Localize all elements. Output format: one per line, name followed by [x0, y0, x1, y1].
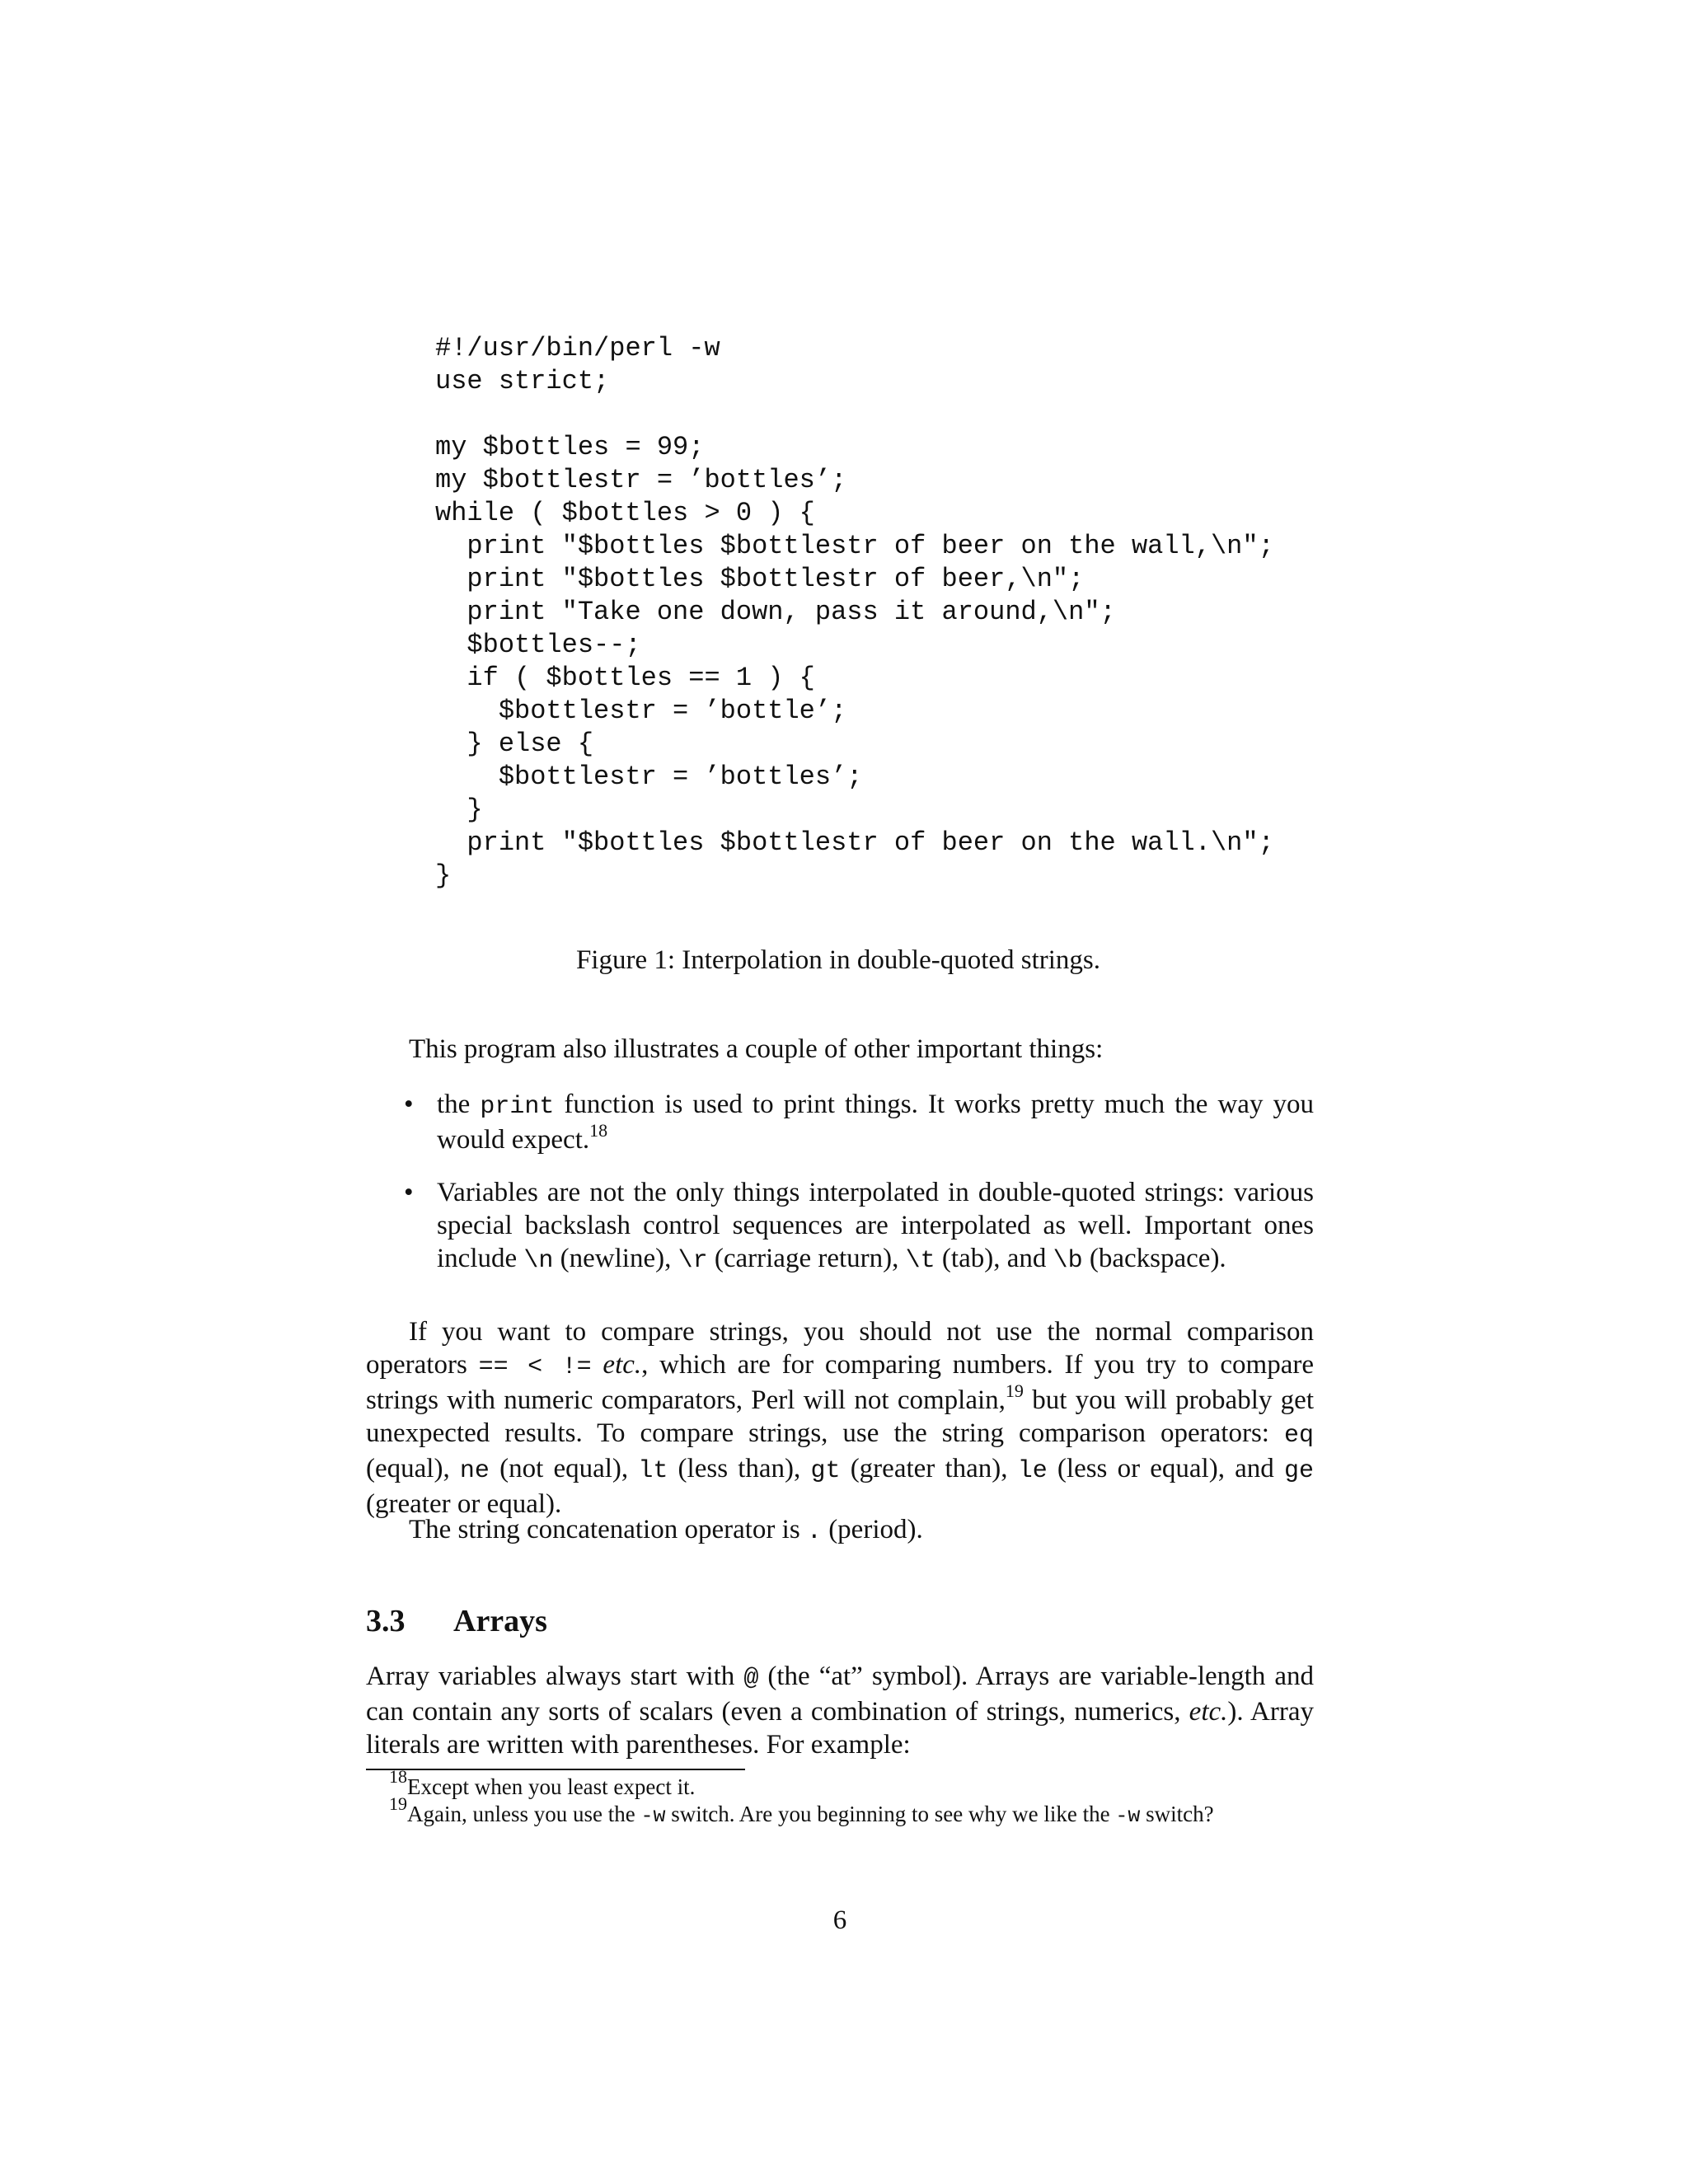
concat-paragraph — [366, 1513, 1314, 1549]
section-title: Arrays — [453, 1604, 547, 1638]
code-backspace: \b — [1053, 1247, 1083, 1275]
code-line: use strict; — [435, 366, 610, 396]
text-run: If you want to compare strings, you should not use the normal comparison operators — [366, 1317, 1314, 1380]
code-at: @ — [743, 1665, 759, 1693]
code-line: #!/usr/bin/perl -w — [435, 333, 720, 363]
code-eq: eq — [1283, 1422, 1314, 1450]
footnote-text: switch? — [1140, 1802, 1214, 1826]
code-line: } — [435, 860, 452, 891]
code-gt: gt — [810, 1457, 841, 1485]
section-heading — [366, 1602, 547, 1640]
footnote-text: Again, unless you use the — [407, 1802, 641, 1826]
code-tab: \t — [905, 1247, 935, 1275]
bullet-dot: • — [404, 1090, 414, 1119]
code-lt: lt — [638, 1457, 668, 1485]
code-line: my $bottlestr = ’bottles’; — [435, 465, 847, 495]
text-etc: etc. — [1189, 1697, 1228, 1727]
code-ge: ge — [1284, 1457, 1315, 1485]
text-run: Array variables always start with — [366, 1661, 744, 1691]
footnote-number: 19 — [389, 1793, 407, 1814]
footnote-text: Except when you least expect it. — [407, 1774, 696, 1799]
code-listing — [435, 332, 1342, 893]
compare-paragraph — [366, 1315, 1314, 1521]
bullet-item-escapes — [404, 1176, 1314, 1277]
text-run: (backspace). — [1082, 1244, 1226, 1273]
code-line: while ( $bottles > 0 ) { — [435, 498, 815, 528]
text-run — [592, 1350, 603, 1380]
text-etc: etc. — [603, 1350, 642, 1380]
footnotes — [366, 1766, 1314, 1830]
code-return: \r — [678, 1247, 708, 1275]
code-line: if ( $bottles == 1 ) { — [435, 663, 815, 693]
bullet-item-print — [404, 1088, 1314, 1156]
text-run: , which are for comparing numbers. If you try to compare strings with numeric comparators, Perl will not complain, — [366, 1350, 1314, 1415]
code-line: print "Take one down, pass it around,\n"; — [435, 597, 1116, 627]
footnote-19 — [366, 1793, 1314, 1830]
code-le: le — [1017, 1457, 1048, 1485]
text-run: (less than), — [668, 1454, 811, 1483]
code-line: print "$bottles $bottlestr of beer on the wall,\n"; — [435, 531, 1274, 561]
text-run: (carriage return), — [707, 1244, 906, 1273]
code-line: print "$bottles $bottlestr of beer on the wall.\n"; — [435, 827, 1274, 858]
code-w-switch: -w — [640, 1804, 666, 1828]
text-run: The string concatenation operator is — [409, 1515, 807, 1544]
text-run: (greater or equal). — [366, 1489, 562, 1519]
code-print: print — [480, 1093, 555, 1121]
code-w-switch: -w — [1115, 1804, 1141, 1828]
code-line — [435, 398, 1342, 431]
code-ne: ne — [459, 1457, 490, 1485]
footnote-mark-18: 18 — [589, 1120, 608, 1141]
footnote-18 — [366, 1766, 1314, 1801]
code-line: } else { — [435, 729, 594, 759]
bullet-list — [404, 1088, 1314, 1277]
text-run: (equal), — [366, 1454, 460, 1483]
text-run: Variables are not the only things interpolated in double-quoted strings: various special backslash control sequences are interpolated as well. Important ones include — [437, 1178, 1314, 1273]
footnote-rule — [366, 1769, 745, 1770]
code-line: my $bottles = 99; — [435, 432, 705, 462]
section-number: 3.3 — [366, 1604, 406, 1638]
arrays-paragraph — [366, 1660, 1314, 1761]
code-line: $bottles--; — [435, 630, 641, 660]
text-run: (not equal), — [489, 1454, 639, 1483]
text-run: (less or equal), and — [1047, 1454, 1284, 1483]
page-number: 6 — [832, 1905, 847, 1935]
figure-caption: Figure 1: Interpolation in double-quoted strings. — [575, 945, 1101, 975]
text-run: the — [437, 1090, 481, 1119]
code-line: print "$bottles $bottlestr of beer,\n"; — [435, 564, 1085, 594]
text-run: (newline), — [553, 1244, 678, 1273]
text-run: (the “at” symbol). Arrays are variable-length and can contain any sorts of scalars (even a combination of strings, numerics, — [366, 1661, 1315, 1727]
text-run: ). Array literals are written with parentheses. For example: — [366, 1697, 1314, 1760]
code-newline: \n — [523, 1247, 554, 1275]
text-run: (tab), and — [935, 1244, 1053, 1273]
footnote-mark-19: 19 — [1005, 1380, 1024, 1401]
footnote-text: switch. Are you beginning to see why we like the — [665, 1802, 1116, 1826]
code-period: . — [806, 1518, 822, 1546]
bullet-dot: • — [404, 1178, 414, 1207]
code-line: $bottlestr = ’bottles’; — [435, 762, 863, 792]
text-run: but you will probably get unexpected results. To compare strings, use the string comparison operators: — [366, 1385, 1314, 1448]
text-run: function is used to print things. It works pretty much the way you would expect. — [437, 1090, 1314, 1155]
code-line: } — [435, 794, 483, 825]
footnote-number: 18 — [389, 1766, 407, 1787]
code-numeric-ops: == < != — [478, 1353, 592, 1381]
text-run: (greater than), — [840, 1454, 1018, 1483]
text-run: (period). — [821, 1515, 923, 1544]
code-line: $bottlestr = ’bottle’; — [435, 696, 847, 726]
intro-paragraph: This program also illustrates a couple of other important things: — [409, 1034, 1104, 1064]
